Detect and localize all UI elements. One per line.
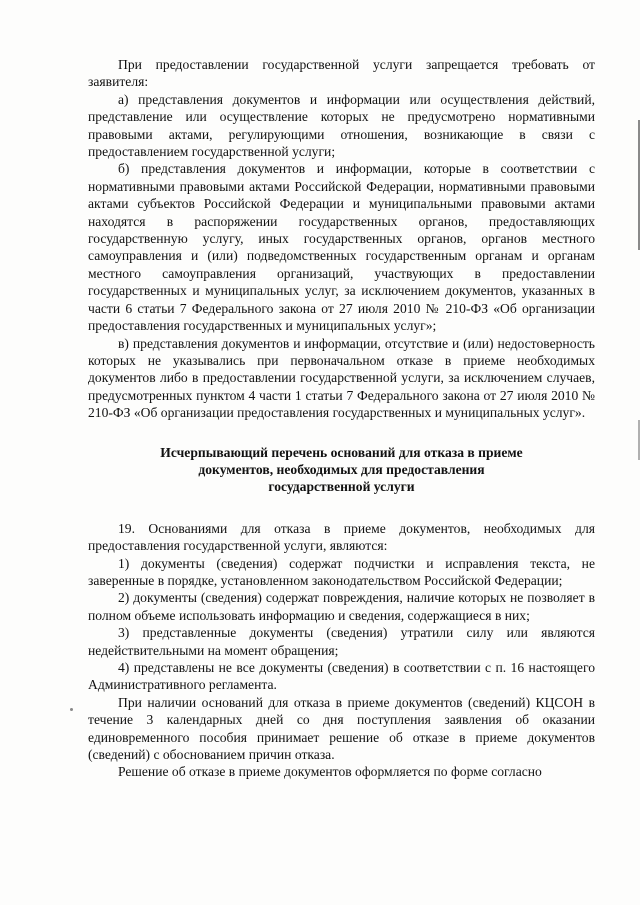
paragraph-ground-4: 4) представлены не все документы (сведения) в соответствии с п. 16 настоящего Административного регламента. [88,660,595,693]
section-heading [88,444,595,496]
paragraph-refusal-form: Решение об отказе в приеме документов оформляется по форме согласно [118,764,542,780]
scan-speck [70,708,73,711]
paragraph-item-c: в) представления документов и информации, отсутствие и (или) недостоверность которых не указывались при первоначальном отказе в приеме необходимых документов либо в предоставлении государственной услуги, за исключением случаев, предусмотренных пунктом 4 части 1 статьи 7 Федерального закона от 27 июля 2010 № 210-ФЗ «Об организации предоставления государственных и муниципальных услуг». [88,335,595,421]
paragraph-ground-3: 3) представленные документы (сведения) утратили силу или являются недействительными на момент обращения; [88,625,595,658]
paragraph-intro: При предоставлении государственной услуги запрещается требовать от заявителя: [88,57,595,90]
paragraph-ground-2: 2) документы (сведения) содержат повреждения, наличие которых не позволяет в полном объеме использовать информацию и сведения, содержащиеся в них; [88,590,595,623]
section-heading-line: Исчерпывающий перечень оснований для отказа в приеме [160,444,523,460]
section-heading-line: документов, необходимых для предоставления [198,461,485,477]
document-body [88,56,595,781]
section-heading-line: государственной услуги [268,479,415,495]
paragraph-item-b: б) представления документов и информации, которые в соответствии с нормативными правовыми актами Российской Федерации, нормативными правовыми актами субъектов Российской Федерации и муниципальными правовыми актами находятся в распоряжении государственных органов, предоставляющих государственную услугу, иных государственных органов, органов местного самоуправления и (или) подведомственных государственным органам и органам местного самоуправления организаций, участвующих в предоставлении государственных и муниципальных услуг, за исключением документов, указанных в части 6 статьи 7 Федерального закона от 27 июля 2010 № 210-ФЗ «Об организации предоставления государственных и муниципальных услуг»; [88,161,595,334]
paragraph-ground-1: 1) документы (сведения) содержат подчистки и исправления текста, не заверенные в порядке, установленном законодательством Российской Федерации; [88,555,595,588]
paragraph-19: 19. Основаниями для отказа в приеме документов, необходимых для предоставления государственной услуги, являются: [88,520,595,554]
paragraph-refusal-procedure: При наличии оснований для отказа в приеме документов (сведений) КЦСОН в течение 3 календарных дней со дня поступления заявления об оказании единовременного пособия принимает решение об отказе в приеме документов (сведений) с обоснованием причин отказа. [88,694,595,763]
paragraph-item-a: а) представления документов и информации или осуществления действий, представление или осуществление которых не предусмотрено нормативными правовыми актами, регулирующими отношения, возникающие в связи с предоставлением государственной услуги; [88,91,595,160]
